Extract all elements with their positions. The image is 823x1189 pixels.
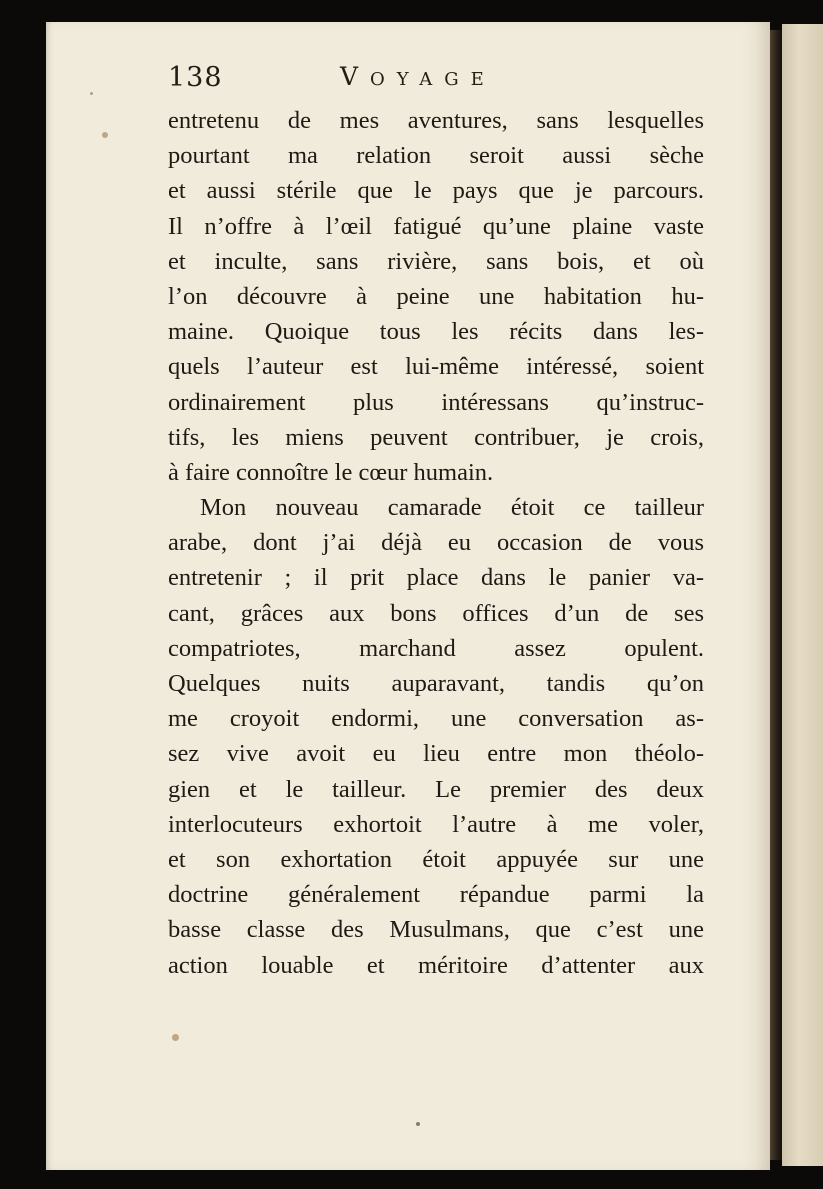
text-line: compatriotes, marchand assez opulent. — [168, 634, 704, 662]
foxing-spot — [172, 1034, 179, 1041]
text-line: Il n’offre à l’œil fatigué qu’une plaine vaste — [168, 212, 704, 240]
text-line: gien et le tailleur. Le premier des deux — [168, 775, 704, 803]
text-line: pourtant ma relation seroit aussi sèche — [168, 142, 704, 170]
text-line: et inculte, sans rivière, sans bois, et où — [168, 247, 704, 275]
paragraph — [168, 103, 704, 490]
text-line: basse classe des Musulmans, que c’est une — [168, 916, 704, 944]
paragraph — [168, 490, 704, 983]
text-line: action louable et méritoire d’attenter aux — [168, 951, 704, 979]
facing-page-edge — [782, 24, 823, 1166]
text-line: Mon nouveau camarade étoit ce tailleur — [200, 494, 704, 522]
text-line: entretenir ; il prit place dans le panier va- — [168, 564, 704, 592]
text-line: arabe, dont j’ai déjà eu occasion de vous — [168, 529, 704, 557]
text-line: me croyoit endormi, une conversation as- — [168, 705, 704, 733]
foxing-spot — [416, 1122, 420, 1126]
text-line: maine. Quoique tous les récits dans les- — [168, 318, 704, 346]
text-line: cant, grâces aux bons offices d’un de ses — [168, 599, 704, 627]
book-gutter — [768, 30, 782, 1160]
text-line: Quelques nuits auparavant, tandis qu’on — [168, 670, 704, 697]
text-line: doctrine généralement répandue parmi la — [168, 881, 704, 909]
text-line: l’on découvre à peine une habitation hu- — [168, 282, 704, 310]
text-line: ordinairement plus intéressans qu’instruc- — [168, 388, 704, 416]
running-header — [168, 62, 708, 98]
foxing-spot — [102, 132, 108, 138]
text-line: entretenu de mes aventures, sans lesquelles — [168, 107, 704, 134]
page-number: 138 — [168, 62, 223, 93]
text-line: et son exhortation étoit appuyée sur une — [168, 845, 704, 873]
text-line: quels l’auteur est lui-même intéressé, soient — [168, 353, 704, 381]
text-line: tifs, les miens peuvent contribuer, je crois, — [168, 423, 704, 451]
text-line: à faire connoître le cœur humain. — [168, 458, 494, 486]
foxing-spot — [90, 92, 93, 95]
text-line: interlocuteurs exhortoit l’autre à me voler, — [168, 810, 704, 838]
body-text — [168, 103, 704, 983]
text-line: sez vive avoit eu lieu entre mon théolo- — [168, 740, 704, 768]
text-line: et aussi stérile que le pays que je parcours. — [168, 177, 704, 205]
running-title: Voyage — [340, 62, 496, 91]
